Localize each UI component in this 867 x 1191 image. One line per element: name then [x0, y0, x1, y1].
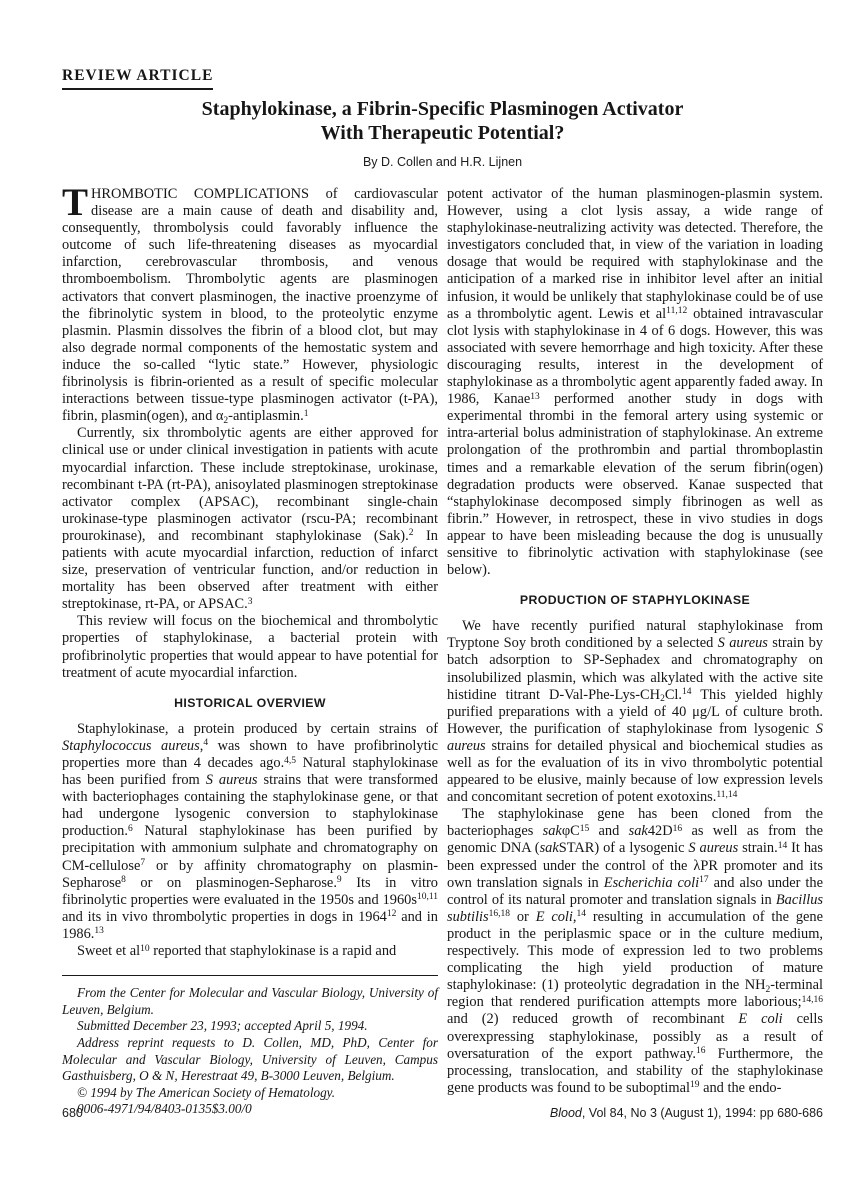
footnote-copyright: © 1994 by The American Society of Hematology. — [77, 1084, 336, 1100]
byline: By D. Collen and H.R. Lijnen — [362, 155, 523, 169]
paragraph-continuation: potent activator of the human plasminogen-plasmin system. However, using a clot lysis assay, a wide range of staphylokinase-neutralizing activity was detected. Therefore, the investigators concluded that, in view of the variation in loading dosage that would be required with staphylokinase and the anticipation of a marked rise in inhibitor level after an initial infusion, it would be unlikely that staphylokinase could be of use as a thrombolytic agent. Lewis et al$^{11,12}$ obtained intravascular clot lysis with staphylokinase in 4 of 6 dogs. However, this was associated with severe hemorrhage and high toxicity. After these discouraging results, interest in the development of staphylokinase as a thrombolytic agent apparently faded away. In 1986, Kanae$^{13}$ performed another study in dogs with experimental thrombi in the femoral artery using systemic or intra-arterial bolus administration of staphylokinase. An extreme prolongation of the prothrombin and partial thromboplastin times and a remarkable elevation of the serum fibrin(ogen) degradation products were observed. Kanae suspected that “staphylokinase decomposed simply fibrinogen as well as fibrin.” However, in retrospect, these in vivo studies in dogs appear to have been misleading because the dog is unusually sensitive to fibrinolytic activation with staphylokinase (see below). — [447, 186, 823, 579]
footnote-affiliation: From the Center for Molecular and Vascular Biology, University of Leuven, Belgium. — [62, 985, 438, 1017]
right-column — [447, 186, 823, 1097]
article-title — [62, 97, 823, 145]
left-column — [62, 181, 439, 1118]
paragraph-purification: We have recently purified natural staphylokinase from Tryptone Soy broth conditioned by a selected S aureus strain by batch adsorption to SP-Sephadex and chromatography on insolubilized plasmin, which was alkylated with the active site histidine titrant $D-Val-Phe-Lys-CH_2Cl.^{14}$ This yielded highly purified preparations with a yield of 40 μg/L of culture broth. However, the purification of staphylokinase from lysogenic S aureus strains for detailed physical and biochemical studies as well as for the evaluation of its in vivo thrombolytic potential appeared to be elusive, mainly because of low expression levels and concomitant secretion of potent exotoxins.$^{11,14}$ — [447, 618, 823, 806]
footnote-article-code: 0006-4971/94/8403-0135$3.00/0 — [77, 1101, 252, 1117]
paragraph-sweet: Sweet et $al^{10}$ reported that staphylokinase is a rapid and — [77, 943, 397, 960]
paragraph-review-scope: This review will focus on the biochemical and thrombolytic properties of staphylokinase, a bacterial protein with profibrinolytic properties that would appear to have potential for treatment of acute myocardial infarction. — [62, 613, 438, 681]
paragraph-gene-cloning: The staphylokinase gene has been cloned from the bacteriophages sakφC$^{15}$ and $sak42D^{16}$ as well as from the genomic DNA (sakSTAR) of a lysogenic S aureus strain.$^{14}$ It has been expressed under the control of the λPR promoter and its own translation signals in Escherichia coli$^{17}$ and also under the control of its natural promoter and translation signals in Bacillus subtilis$^{16,18}$ or E coli,$^{14}$ resulting in accumulation of the gene product in the periplasmic space or in the culture medium, respectively. This mode of expression led to two problems complicating the high yield production of mature staphylokinase: (1) proteolytic degradation in the $NH_2$-terminal region that rendered purification attempts more laborious;$^{14,16}$ and (2) reduced growth of recombinant E coli cells overexpressing staphylokinase, possibly as a result of oversaturation of the export pathway.$^{16}$ Furthermore, the processing, translocation, and stability of the staphylokinase gene products was found to be suboptimal$^{19}$ and the endo- — [447, 806, 824, 1096]
review-article-label: REVIEW ARTICLE — [62, 67, 213, 90]
paragraph-intro: THROMBOTIC COMPLICATIONS of cardiovascular disease are a main cause of death and disability and, consequently, thrombolysis could favorably influence the outcome of such life-threatening diseases as myocardial infarction, cerebrovascular thrombosis, and venous thromboembolism. Thrombolytic agents are plasminogen activators that convert plasminogen, the inactive proenzyme of the fibrinolytic system in blood, to the proteolytic enzyme plasmin. Plasmin dissolves the fibrin of a blood clot, but may also degrade normal components of the hemostatic system and induce the so-called “lytic state.” However, physiologic fibrinolysis is fibrin-oriented as a result of specific molecular interactions between tissue-type plasminogen activator (t-PA), fibrin, plasmin(ogen), and $\alpha_2-antiplasmin.^1$ — [62, 181, 438, 426]
footnote-block — [62, 975, 438, 1118]
article-title-line2: With Therapeutic Potential? — [320, 122, 565, 144]
footnote-reprints: Address reprint requests to D. Collen, MD, PhD, Center for Molecular and Vascular Biology, University of Leuven, Campus Gasthuisberg, O & N, Herestraat 49, B-3000 Leuven, Belgium. — [62, 1034, 438, 1084]
paragraph-agents: Currently, six thrombolytic agents are either approved for clinical use or under clinical investigation in patients with acute myocardial infarction. These include streptokinase, urokinase, recombinant t-PA (rt-PA), anisoylated plasminogen streptokinase activator complex (APSAC), recombinant single-chain urokinase-type plasminogen activator (rscu-PA; recombinant prourokinase), and recombinant staphylokinase (Sak).$^2$ In patients with acute myocardial infarction, reduction of infarct size, preservation of ventricular function, and/or reduction in mortality has been observed after treatment with either streptokinase, rt-PA, or APSAC.$^3$ — [62, 425, 438, 613]
article-title-line1: Staphylokinase, a Fibrin-Specific Plasminogen Activator — [201, 98, 684, 120]
section-heading-production: PRODUCTION OF STAPHYLOKINASE — [519, 593, 751, 608]
page-number: 680 — [62, 1106, 83, 1120]
paragraph-historical: Staphylokinase, a protein produced by certain strains of Staphylococcus aureus,$^4$ was shown to have profibrinolytic properties more than 4 decades ago.$^{4,5}$ Natural staphylokinase has been purified from S aureus strains that were transformed with bacteriophages containing the staphylokinase gene, or that had undergone lysogenic conversion to staphylokinase production.$^6$ Natural staphylokinase has been purified by precipitation with ammonium sulphate and chromatography on CM-cellulose$^7$ or by affinity chromatography on plasmin-Sepharose$^8$ or on plasminogen-Sepharose.$^9$ Its in vitro fibrinolytic properties were evaluated in the 1950s and $1960s^{10,11}$ and its in vivo thrombolytic properties in dogs in 1964$^{12}$ and in 1986.13 — [62, 720, 439, 942]
footnote-submitted: Submitted December 23, 1993; accepted April 5, 1994. — [77, 1018, 368, 1034]
section-heading-historical-overview: HISTORICAL OVERVIEW — [174, 695, 326, 710]
journal-citation: Blood, Vol 84, No 3 (August 1), 1994: pp 680-686 — [549, 1106, 823, 1120]
